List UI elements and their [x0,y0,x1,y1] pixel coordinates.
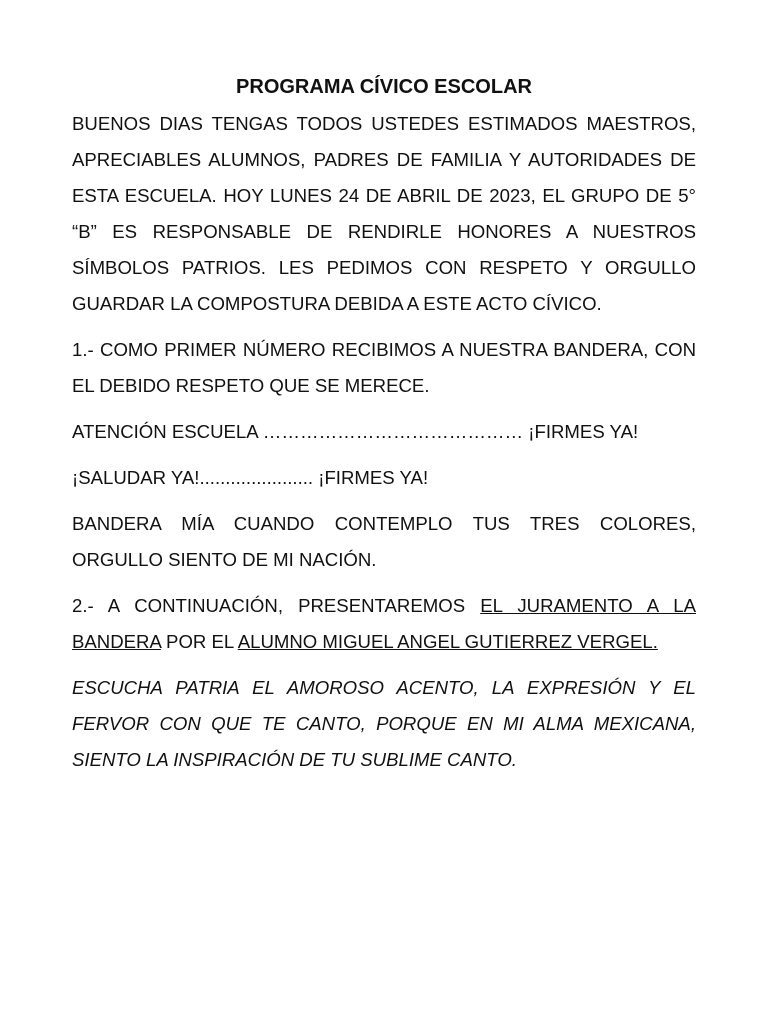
oath-verse: ESCUCHA PATRIA EL AMOROSO ACENTO, LA EXPRESIÓN Y EL FERVOR CON QUE TE CANTO, PORQUE EN MI ALMA MEXICANA, SIENTO LA INSPIRACIÓN DE TU SUBLIME CANTO. [72,677,696,770]
item-1-paragraph: 1.- COMO PRIMER NÚMERO RECIBIMOS A NUESTRA BANDERA, CON EL DEBIDO RESPETO QUE SE MERECE. [72,339,696,396]
item-2-text-part1: 2.- A CONTINUACIÓN, PRESENTAREMOS [72,595,481,616]
oath-title-underlined: EL JURAMENTO A LA BANDERA [72,595,696,652]
item-2-paragraph [72,588,696,660]
document-page [72,74,696,778]
document-title: PROGRAMA CÍVICO ESCOLAR [236,76,532,98]
bandera-verse: BANDERA MÍA CUANDO CONTEMPLO TUS TRES COLORES, ORGULLO SIENTO DE MI NACIÓN. [72,513,696,570]
command-attention: ATENCIÓN ESCUELA …………………………………… ¡FIRMES YA! [72,421,639,442]
student-name-underlined: ALUMNO MIGUEL ANGEL GUTIERREZ VERGEL. [237,631,658,652]
intro-paragraph: BUENOS DIAS TENGAS TODOS USTEDES ESTIMADOS MAESTROS, APRECIABLES ALUMNOS, PADRES DE FAMILIA Y AUTORIDADES DE ESTA ESCUELA. HOY LUNES 24 DE ABRIL DE 2023, EL GRUPO DE 5° “B” ES RESPONSABLE DE RENDIRLE HONORES A NUESTROS SÍMBOLOS PATRIOS. LES PEDIMOS CON RESPETO Y ORGULLO GUARDAR LA COMPOSTURA DEBIDA A ESTE ACTO CÍVICO. [72,113,696,314]
item-2-text-part2: POR EL [160,631,238,652]
command-salute: ¡SALUDAR YA!...................... ¡FIRMES YA! [72,467,429,488]
